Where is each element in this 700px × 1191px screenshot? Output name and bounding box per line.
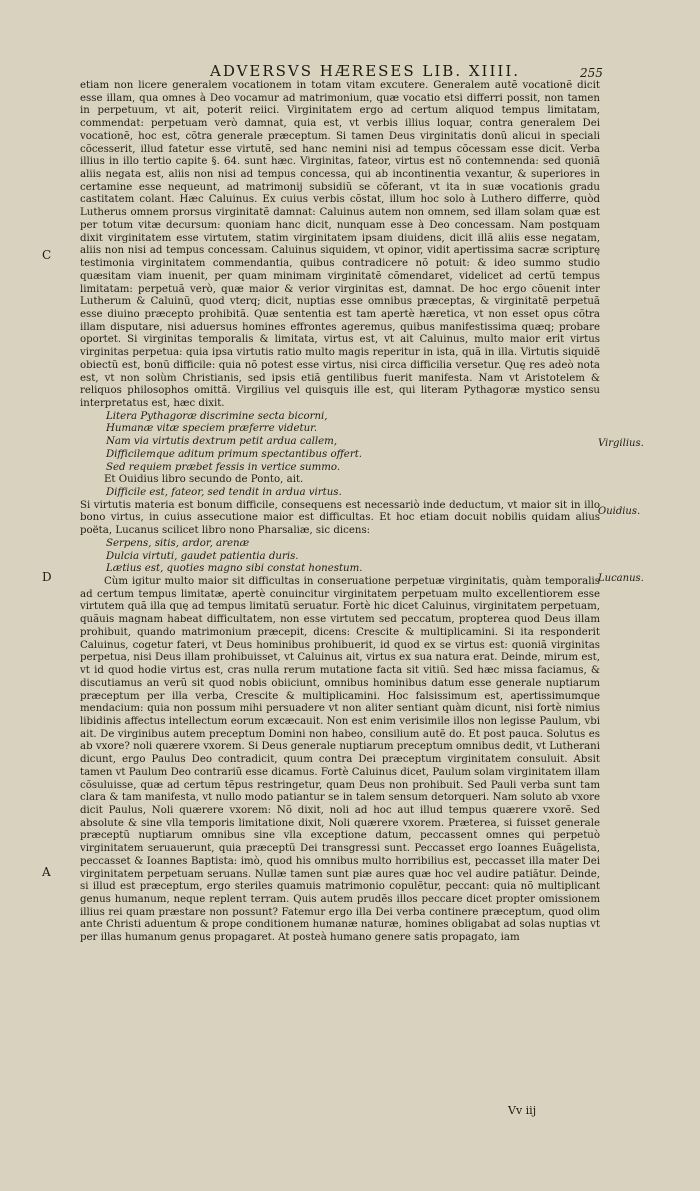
verse-line: Difficilemque aditum primum spectantibus offert. [106,448,363,460]
margin-note-virgilius: Virgilius. [598,438,644,449]
section-marker-d: D [42,570,52,584]
verse-line: Litera Pythagoræ discrimine secta bicorni, [106,410,328,422]
signature-mark: Vv iij [508,1104,537,1117]
verse-line: Dulcia virtuti, gaudet patientia duris. [106,550,299,562]
margin-note-ouidius: Ouidius. [598,506,641,517]
paragraph-4: Cùm igitur multo maior sit difficultas in conseruatione perpetuæ virginitatis, quàm temporalis ad certum tempus limitatæ, apertè conuincitur virginitatem perpetuam multo excellentiorem esse virtutem quã illa quę ad tempus limitatũ seruatur. Fortè hic dicet Caluinus, virginitatem perpetuam, quãuis magnam habeat difficultatem, non esse virtutem sed peccatum, propterea quod Deus illam prohibuit, quando matrimonium præcepit, dicens: Crescite & multiplicamini. Si ita responderit Caluinus, cogetur fateri, vt Deus hominibus prohibuerit, id quod ex se virtus est: quoniã virginitas perpetua, nisi Deus illam prohibuisset, vt Caluinus ait, virtus ex sua natura erat. Deinde, mirum est, vt id quod hodie virtus est, cras nulla rerum mutatione facta sit vitiũ. Sed hæc missa faciamus, & discutiamus an verũ sit quod nobis obiiciunt, omnibus hominibus datum esse generale nuptiarum præceptum per illa verba, Crescite & multiplicamini. Hoc falsissimum est, apertissimumque mendacium: quia non possum mihi persuadere vt non aliter sentiant quàm dicunt, nisi fortè nimius libidinis affectus intellectum eorum excæcauit. Non est enim verisimile illos non legisse Paulum, vbi ait. De virginibus autem preceptum Domini non habeo, consilium autẽ do. Et post pauca. Solutus es ab vxore? noli quærere vxorem. Si Deus generale nuptiarum preceptum omnibus dedit, vt Lutherani dicunt, ergo Paulus Deo contradicit, quum contra Dei præceptum virginitatem consuluit. Absit tamen vt Paulum Deo contrariũ esse dicamus. Fortè Caluinus dicet, Paulum solam virginitatem illam cõsuluisse, quæ ad certum tẽpus restringetur, quam Deus non prohibuit. Sed Pauli verba sunt tam clara & tam manifesta, vt nullo modo patiantur se in talem sensum detorqueri. Nam soluto ab vxore dicit Paulus, Noli quærere vxorem: Nõ dixit, noli ad hoc aut illud tempus quærere vxorẽ. Sed absolute & sine vlla temporis limitatione dixit, Noli quærere vxorem. Præterea, si fuisset generale præceptũ nuptiarum omnibus sine vlla exceptione datum, peccassent omnes qui perpetuò virginitatem seruauerunt, quia præceptũ Dei transgressi sunt. Peccasset ergo Ioannes Euãgelista, peccasset & Ioannes Baptista: imò, quod his omnibus multo horribilius est, peccasset illa mater Dei virginitatem perpetuam seruans. Nullæ tamen sunt piæ aures quæ hoc vel audire patiãtur. Deinde, si illud est præceptum, ergo steriles quamuis matrimonio copulẽtur, peccant: quia nõ multiplicant genus humanum, neque replent terram. Quis autem prudẽs illos peccare dicet propter omissionem illius rei quam præstare non possunt? Fatemur ergo illa Dei verba continere præceptum, quod olim ante Christi aduentum & prope conditionem humanæ naturæ, homines obligabat ad solas nuptias vt per illas humanum genus propagaret. At posteà humano genere satis propagato, iam [80,576,600,944]
verse-line: Nam via virtutis dextrum petit ardua callem, [106,436,338,448]
margin-note-lucanus: Lucanus. [598,573,644,584]
text-column [80,80,600,945]
verse-line: Lætius est, quoties magno sibi constat honestum. [106,563,363,575]
section-marker-c: C [42,248,52,262]
paragraph-3: Si virtutis materia est bonum difficile, consequens est necessariò inde deductum, vt maior sit in illo bono virtus, in cuius assecutione maior est difficultas. Et hoc etiam docuit nobilis quidam alius poëta, Lucanus scilicet libro nono Pharsaliæ, sic dicens: [80,499,600,537]
verse-line: Humanæ vitæ speciem præferre videtur. [106,423,318,435]
section-marker-a: A [42,865,51,879]
verse-line: Sed requiem præbet fessis in vertice summo. [106,461,341,473]
verse-line: Serpens, sitis, ardor, arenæ [106,537,250,549]
folio-number: 255 [580,66,603,80]
paragraph-2: Et Ouidius libro secundo de Ponto, ait. [104,474,304,486]
running-title: ADVERSVS HÆRESES LIB. XIIII. [209,62,521,80]
verse-line: Difficile est, fateor, sed tendit in ardua virtus. [106,487,342,498]
paragraph-1: etiam non licere generalem vocationem in totam vitam excutere. Generalem autẽ vocationẽ dicit esse illam, qua omnes à Deo vocamur ad matrimonium, quæ vocatio etsi differri possit, non tamen in perpetuum, vt ait, poterit reiici. Virginitatem ergo ad certum aliquod tempus limitatam, commendat: perpetuam verò damnat, quia est, vt verbis illius loquar, contra generalem Dei vocationẽ, hoc est, cõtra generale præceptum. Si tamen Deus virginitatis donũ alicui in speciali cõcesserit, illud fatetur esse virtutẽ, sed hanc nemini nisi ad tempus cõcessam esse dicit. Verba illius in illo tertio capite §. 64. sunt hæc. Virginitas, fateor, virtus est nõ contemnenda: sed quoniã aliis negata est, aliis non nisi ad tempus concessa, qui ab incontinentia vexantur, & superiores in certamine esse nequeunt, ad matrimonij subsidiũ se cõferant, vt ita in suæ vocationis gradu castitatem colant. Hæc Caluinus. Ex cuius verbis cõstat, illum hoc solo à Luthero differre, quòd Lutherus omnem prorsus virginitatẽ damnat: Caluinus autem non omnem, sed illam solam quæ est per totum vitæ decursum: quoniam hanc dicit, nunquam esse à Deo concessam. Nam postquam dixit virginitatem esse virtutem, statim virginitatem ipsam diuidens, dicit illã aliis esse negatam, aliis non nisi ad tempus concessam. Caluinus siquidem, vt opinor, vidit apertissima sacræ scripturę testimonia virginitatem commendantia, quibus contradicere nõ potuit: & ideo summo studio quæsitam viam inuenit, per quam minimam virginitatẽ cõmendaret, videlicet ad certũ tempus limitatam: perpetuã verò, quæ maior & verior virginitas est, damnat. De hoc ergo cõuenit inter Lutherum & Caluinũ, quod vterq; dicit, nuptias esse omnibus præceptas, & virginitatẽ perpetuã esse diuino præcepto prohibitã. Quæ sententia est tam apertè hæretica, vt non esset opus cõtra illam disputare, nisi aduersus homines effrontes ageremus, quibus manifestissima quæq; probare oportet. Si virginitas temporalis & limitata, virtus est, vt ait Caluinus, multo maior erit virtus virginitas perpetua: quia ipsa virtutis ratio multo magis reperitur in ista, quã in illa. Virtutis siquidẽ obiectũ est, bonũ difficile: quia nõ potest esse virtus, nisi circa difficilia versetur. Quę res adeò nota est, vt non solùm Christianis, sed ipsis etiã gentilibus fuerit manifesta. Nam vt Aristotelem & reliquos philosophos omittã. Virgilius vel quisquis ille est, qui literam Pythagoræ mystico sensu interpretatus est, hæc dixit. [80,80,600,409]
